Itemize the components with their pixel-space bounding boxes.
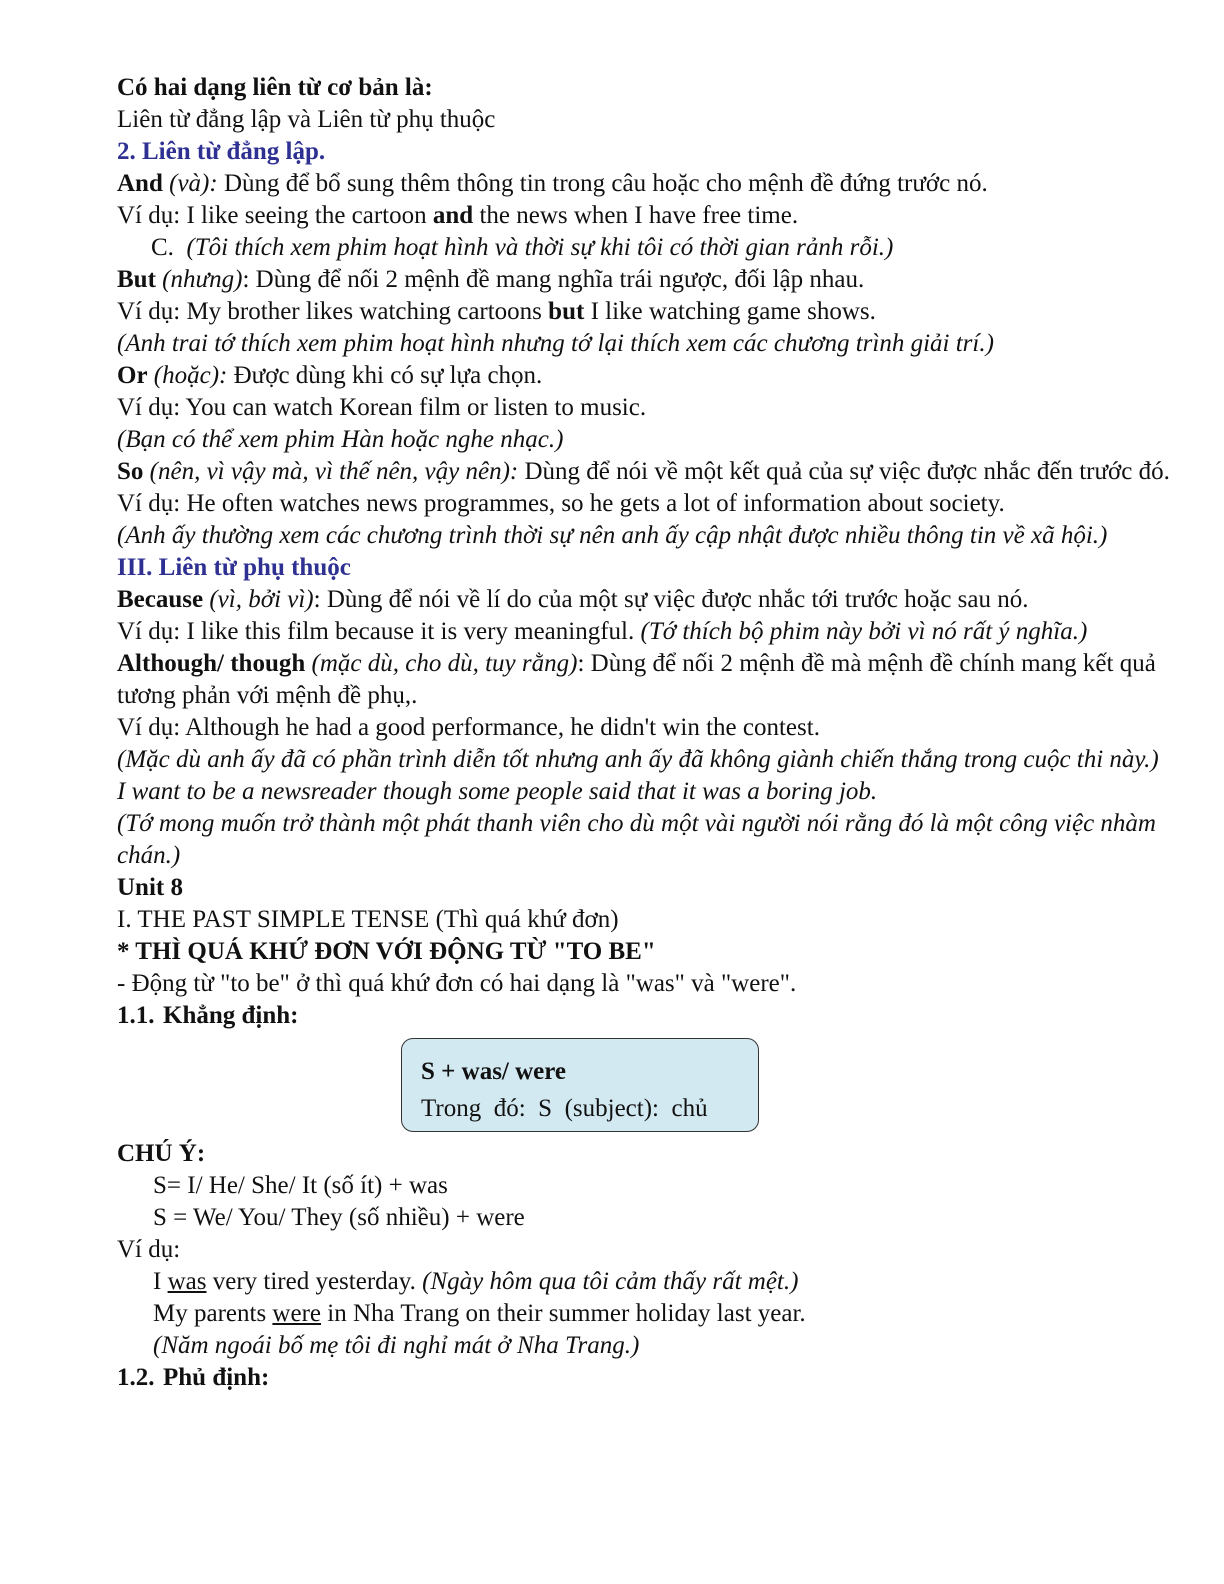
and-definition: And (và): Dùng để bổ sung thêm thông tin trong câu hoặc cho mệnh đề đứng trước nó. xyxy=(117,170,988,197)
unit-title: Unit 8 xyxy=(117,874,183,901)
section3-title: III. Liên từ phụ thuộc xyxy=(117,554,351,581)
or-translation: (Bạn có thể xem phim Hàn hoặc nghe nhạc.) xyxy=(117,426,564,453)
or-example: Ví dụ: You can watch Korean film or listen to music. xyxy=(117,394,647,421)
because-definition: Because (vì, bởi vì): Dùng để nói về lí do của một sự việc được nhắc tới trước hoặc sau nó. xyxy=(117,586,1029,613)
so-translation: (Anh ấy thường xem các chương trình thời sự nên anh ấy cập nhật được nhiều thông tin về xã hội.) xyxy=(117,522,1108,549)
intro-heading: Có hai dạng liên từ cơ bản là: xyxy=(117,74,433,101)
and-translation: C. (Tôi thích xem phim hoạt hình và thời sự khi tôi có thời gian rảnh rỗi.) xyxy=(151,234,894,261)
intro-subtext: Liên từ đẳng lập và Liên từ phụ thuộc xyxy=(117,106,496,133)
example-were: My parents were in Nha Trang on their summer holiday last year. xyxy=(153,1300,806,1327)
or-definition: Or (hoặc): Được dùng khi có sự lựa chọn. xyxy=(117,362,543,389)
formula-box xyxy=(401,1038,759,1132)
though-translation: (Tớ mong muốn trở thành một phát thanh viên cho dù một vài người nói rằng đó là một công việc nhàm chán.) xyxy=(117,810,1156,869)
negative-heading: 1.2. Phủ định: xyxy=(117,1364,270,1391)
example-label: Ví dụ: xyxy=(117,1236,181,1263)
note-plural: S = We/ You/ They (số nhiều) + were xyxy=(153,1204,525,1231)
tense-title: I. THE PAST SIMPLE TENSE (Thì quá khứ đơn) xyxy=(117,906,619,933)
because-example: Ví dụ: I like this film because it is very meaningful. (Tớ thích bộ phim này bởi vì nó rất ý nghĩa.) xyxy=(117,618,1088,645)
but-translation: (Anh trai tớ thích xem phim hoạt hình nhưng tớ lại thích xem các chương trình giải trí.) xyxy=(117,330,994,357)
tobe-heading: * THÌ QUÁ KHỨ ĐƠN VỚI ĐỘNG TỪ "TO BE" xyxy=(117,938,656,965)
but-example: Ví dụ: My brother likes watching cartoons but I like watching game shows. xyxy=(117,298,876,325)
formula-note: Trong đó: S (subject): chủ xyxy=(421,1095,708,1122)
document-page xyxy=(117,72,1177,1394)
so-definition: So (nên, vì vậy mà, vì thế nên, vậy nên): Dùng để nói về một kết quả của sự việc được nhắc đến trước đó. xyxy=(117,458,1170,485)
though-example: I want to be a newsreader though some people said that it was a boring job. xyxy=(117,778,878,805)
section2-title: 2. Liên từ đẳng lập. xyxy=(117,138,326,165)
although-translation: (Mặc dù anh ấy đã có phần trình diễn tốt nhưng anh ấy đã không giành chiến thắng trong cuộc thi này.) xyxy=(117,746,1159,773)
although-example: Ví dụ: Although he had a good performance, he didn't win the contest. xyxy=(117,714,820,741)
note-singular: S= I/ He/ She/ It (số ít) + was xyxy=(153,1172,448,1199)
note-title: CHÚ Ý: xyxy=(117,1140,206,1167)
although-definition: Although/ though (mặc dù, cho dù, tuy rằng): Dùng để nối 2 mệnh đề mà mệnh đề chính mang kết quả tương phản với mệnh đề phụ,. xyxy=(117,650,1156,709)
formula: S + was/ were xyxy=(421,1058,567,1085)
affirmative-heading: 1.1. Khẳng định: xyxy=(117,1002,299,1029)
so-example: Ví dụ: He often watches news programmes, so he gets a lot of information about society. xyxy=(117,490,1005,517)
example-were-translation: (Năm ngoái bố mẹ tôi đi nghỉ mát ở Nha Trang.) xyxy=(153,1332,640,1359)
tobe-description: - Động từ "to be" ở thì quá khứ đơn có hai dạng là "was" và "were". xyxy=(117,970,797,997)
example-was: I was very tired yesterday. (Ngày hôm qua tôi cảm thấy rất mệt.) xyxy=(153,1268,799,1295)
and-example: Ví dụ: I like seeing the cartoon and the news when I have free time. xyxy=(117,202,799,229)
but-definition: But (nhưng): Dùng để nối 2 mệnh đề mang nghĩa trái ngược, đối lập nhau. xyxy=(117,266,865,293)
